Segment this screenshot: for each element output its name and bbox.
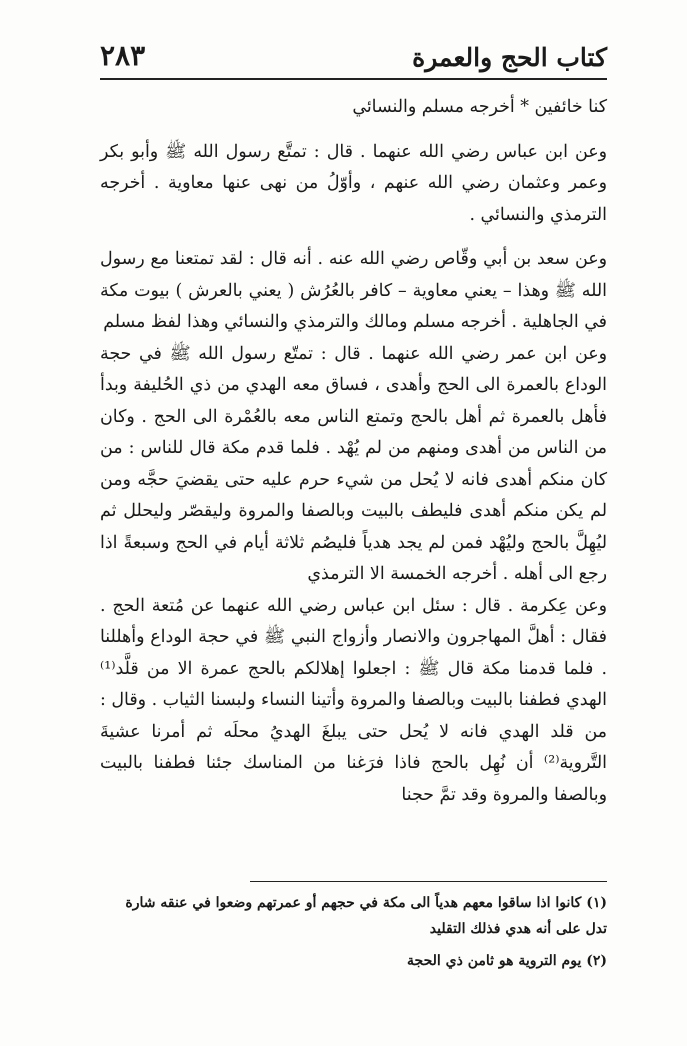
paragraph: وعن ابن عمر رضي الله عنهما . قال : تمتّع رسول الله ﷺ في حجة الوداع بالعمرة الى الحج وأهدى ، فساق معه الهدي من ذي الحُليفة وبدأ فأهل بالعمرة ثم أهل بالحج وتمتع الناس معه بالعُمْرة الى الحج . وكان من الناس من أهدى ومنهم من لم يُهْد . فلما قدم مكة قال للناس : من كان منكم أهدى فانه لا يُحل من شيء حرم عليه حتى يقضيَ حجَّه ومن لم يكن منكم أهدى فليطف بالبيت وبالصفا والمروة وليقصّر وليحلل ثم ليُهِلَّ بالحج وليُهْد فمن لم يجد هدياً فليصُم ثلاثة أيام في الحج وسبعةً اذا رجع الى أهله . أخرجه الخمسة الا الترمذي bbox=[100, 343, 607, 584]
footnote: (٢) يوم التروية هو ثامن ذي الحجة bbox=[407, 953, 607, 969]
paragraph: كنا خائفين * أخرجه مسلم والنسائي bbox=[352, 97, 607, 117]
book-title: كتاب الحج والعمرة bbox=[412, 43, 607, 72]
footnotes bbox=[100, 890, 607, 974]
footnote: (١) كانوا اذا ساقوا معهم هدياً الى مكة في حجهم أو عمرتهم وضعوا في عنقه شارة تدل على أنه هدي فذلك التقليد bbox=[125, 895, 607, 937]
paragraph: وعن عِكرمة . قال : سئل ابن عباس رضي الله عنهما عن مُتعة الحج . فقال : أهلَّ المهاجرون والانصار وأزواج النبي ﷺ في حجة الوداع وأهللنا . فلما قدمنا مكة قال ﷺ : اجعلوا إهلالكم بالحج عمرة الا من قلَّد⁽¹⁾ الهدي فطفنا بالبيت وبالصفا والمروة وأتينا النساء ولبسنا الثياب . وقال : من قلد الهدي فانه لا يُحل حتى يبلغَ الهديُ محلَه ثم أمرنا عشيةَ التَّروية⁽²⁾ أن نُهِل بالحج فاذا فرَغنا من المناسك جئنا فطفنا بالبيت وبالصفا والمروة وقد تمَّ حجنا bbox=[100, 595, 607, 805]
page-header bbox=[100, 28, 607, 80]
page-number: ٢٨٣ bbox=[100, 39, 146, 72]
paragraph: وعن سعد بن أبي وقّاص رضي الله عنه . أنه قال : لقد تمتعنا مع رسول الله ﷺ وهذا – يعني معاوية – كافر بالعُرُش ( يعني بالعرش ) بيوت مكة في الجاهلية . أخرجه مسلم ومالك والترمذي والنسائي وهذا لفظ مسلم bbox=[100, 249, 607, 332]
paragraph: وعن ابن عباس رضي الله عنهما . قال : تمتَّع رسول الله ﷺ وأبو بكر وعمر وعثمان رضي الله عنهم ، وأوّلُ من نهى عنها معاوية . أخرجه الترمذي والنسائي . bbox=[100, 141, 607, 225]
body-text bbox=[100, 92, 607, 811]
footnote-separator bbox=[250, 881, 607, 882]
